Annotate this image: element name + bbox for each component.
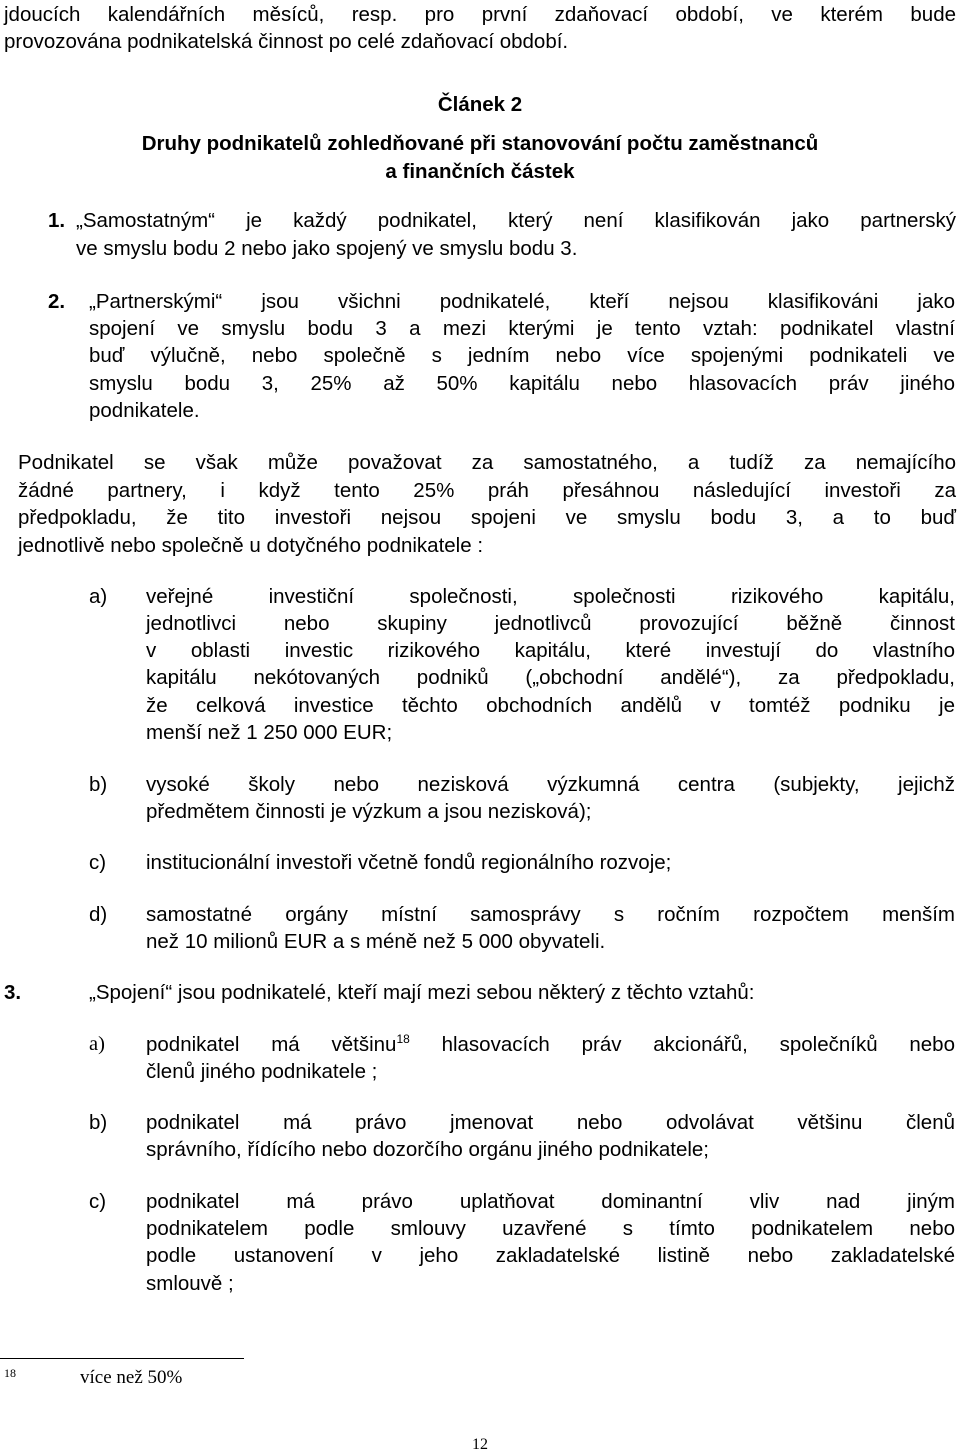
paragraph-2-line-3: buď výlučně, nebo společně s jedním nebo více spojenými podnikateli ve [89, 344, 955, 367]
article-number: Článek 2 [437, 93, 523, 116]
paragraph-2-number: 2. [48, 290, 66, 313]
paragraph-2b-line-1: Podnikatel se však může považovat za samostatného, a tudíž za nemajícího [18, 451, 956, 474]
paragraph-3-number: 3. [4, 981, 22, 1004]
paragraph-1-line-1: „Samostatným“ je každý podnikatel, který není klasifikován jako partnerský [76, 209, 956, 232]
footnote-reference: 18 [396, 1032, 410, 1047]
footnote-separator [0, 1358, 244, 1359]
list-3-b-label: b) [89, 1111, 108, 1134]
paragraph-2-line-5: podnikatele. [89, 399, 200, 422]
list-2-a-line-4: kapitálu nekótovaných podniků („obchodní andělé“), za předpokladu, [146, 666, 955, 689]
list-2-b-line-1: vysoké školy nebo nezisková výzkumná centra (subjekty, jejichž [146, 773, 955, 796]
list-2-a-line-3: v oblasti investic rizikového kapitálu, které investují do vlastního [146, 639, 955, 662]
list-2-a-line-1: veřejné investiční společnosti, společnosti rizikového kapitálu, [146, 585, 955, 608]
footnote-number: 18 [4, 1366, 16, 1380]
list-3-a-label: a) [89, 1033, 105, 1055]
list-2-d-line-1: samostatné orgány místní samosprávy s ročním rozpočtem menším [146, 903, 955, 926]
paragraph-2b-line-2: žádné partnery, i když tento 25% práh přesáhnou následující investoři za [18, 479, 956, 502]
paragraph-2b-line-3: předpokladu, že tito investoři nejsou spojeni ve smyslu bodu 3, a to buď [18, 506, 956, 529]
list-2-a-line-6: menší než 1 250 000 EUR; [146, 721, 393, 744]
list-2-a-line-2: jednotlivci nebo skupiny jednotlivců provozující běžně činnost [146, 612, 955, 635]
paragraph-3-line-1: „Spojení“ jsou podnikatelé, kteří mají mezi sebou některý z těchto vztahů: [89, 981, 755, 1004]
intro-line-2: provozována podnikatelská činnost po celé zdaňovací období. [4, 30, 569, 53]
page-number: 12 [472, 1436, 488, 1453]
list-3-a-line-1-text: podnikatel má většinu [146, 1033, 397, 1056]
list-3-b-line-1: podnikatel má právo jmenovat nebo odvolávat většinu členů [146, 1111, 955, 1134]
list-2-a-line-5: že celková investice těchto obchodních andělů v tomtéž podniku je [146, 694, 955, 717]
list-3-a-line-1 [146, 1031, 955, 1059]
list-3-c-label: c) [89, 1190, 107, 1213]
list-3-a-line-2: členů jiného podnikatele ; [146, 1060, 378, 1083]
list-2-c-label: c) [89, 851, 107, 874]
list-3-c-line-4: smlouvě ; [146, 1272, 234, 1295]
paragraph-2-line-1: „Partnerskými“ jsou všichni podnikatelé, kteří nejsou klasifikováni jako [89, 290, 955, 313]
list-2-b-label: b) [89, 773, 108, 796]
list-2-d-label: d) [89, 903, 108, 926]
list-3-c-line-1: podnikatel má právo uplatňovat dominantní vliv nad jiným [146, 1190, 955, 1213]
article-title-line-1: Druhy podnikatelů zohledňované při stanovování počtu zaměstnanců [141, 132, 819, 155]
list-2-b-line-2: předmětem činnosti je výzkum a jsou nezisková); [146, 800, 592, 823]
paragraph-2-line-2: spojení ve smyslu bodu 3 a mezi kterými je tento vztah: podnikatel vlastní [89, 317, 955, 340]
list-2-a-label: a) [89, 585, 108, 608]
list-3-a-line-1-rest: hlasovacích práv akcionářů, společníků nebo [409, 1033, 955, 1056]
intro-line-1: jdoucích kalendářních měsíců, resp. pro první zdaňovací období, ve kterém bude [4, 3, 956, 26]
list-2-c-line-1: institucionální investoři včetně fondů regionálního rozvoje; [146, 851, 672, 874]
list-3-b-line-2: správního, řídícího nebo dozorčího orgánu jiného podnikatele; [146, 1138, 709, 1161]
paragraph-2b-line-4: jednotlivě nebo společně u dotyčného podnikatele : [18, 534, 484, 557]
paragraph-1-line-2: ve smyslu bodu 2 nebo jako spojený ve smyslu bodu 3. [76, 237, 578, 260]
article-title-line-2: a finančních částek [385, 160, 575, 183]
paragraph-2-line-4: smyslu bodu 3, 25% až 50% kapitálu nebo hlasovacích práv jiného [89, 372, 955, 395]
footnote-text: více než 50% [80, 1367, 183, 1388]
paragraph-1-number: 1. [48, 209, 66, 232]
list-2-d-line-2: než 10 milionů EUR a s méně než 5 000 obyvateli. [146, 930, 606, 953]
list-3-c-line-3: podle ustanovení v jeho zakladatelské listině nebo zakladatelské [146, 1244, 955, 1267]
list-3-c-line-2: podnikatelem podle smlouvy uzavřené s tímto podnikatelem nebo [146, 1217, 955, 1240]
